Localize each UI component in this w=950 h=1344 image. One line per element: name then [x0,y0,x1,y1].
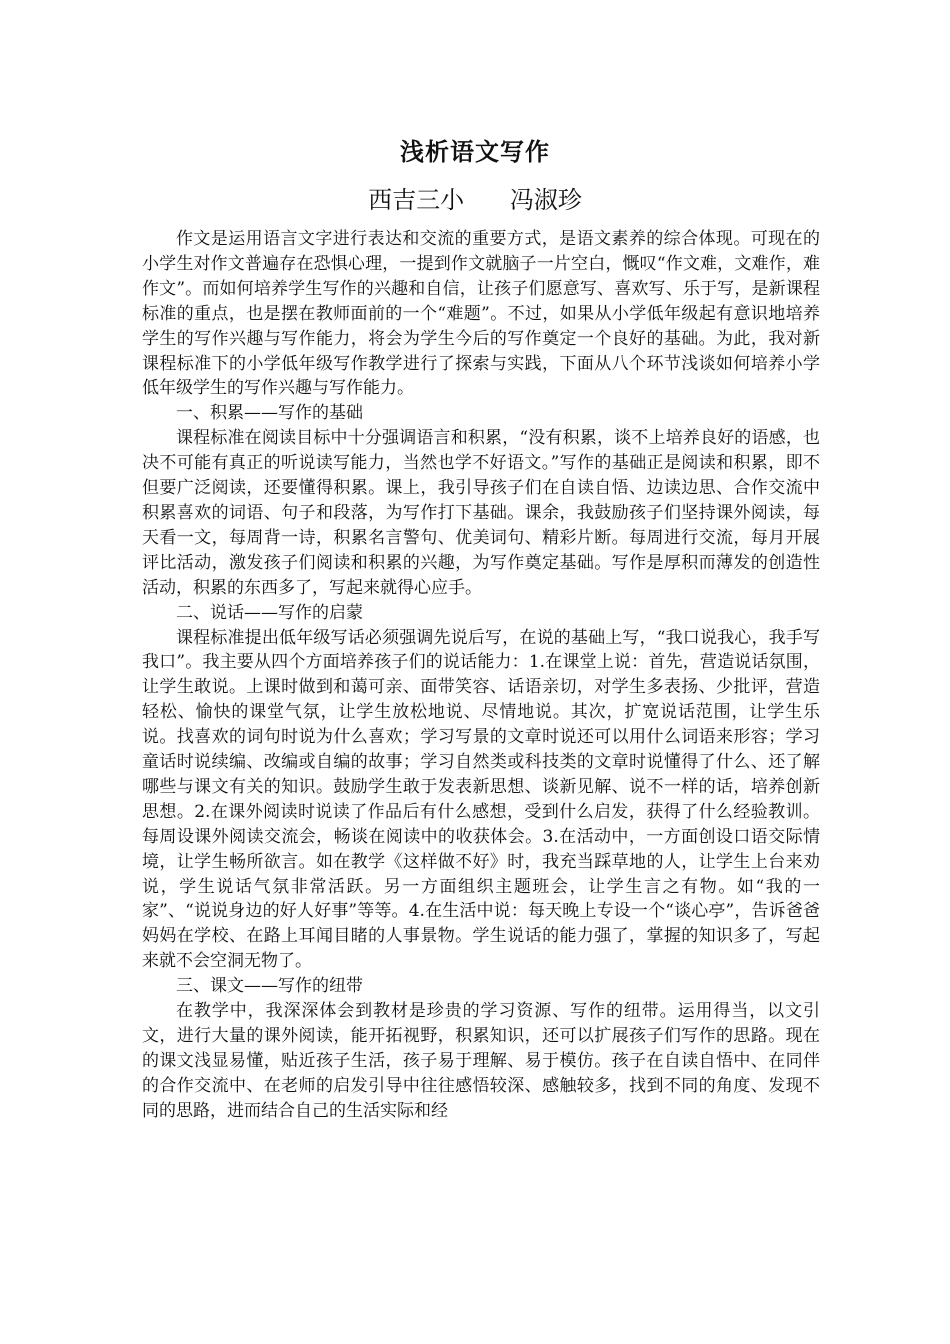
author-line: 西吉三小 冯淑珍 [368,186,582,214]
section-paragraph-3: 在教学中，我深深体会到教材是珍贵的学习资源、写作的纽带。运用得当，以文引文，进行大量的课外阅读，能开拓视野，积累知识，还可以扩展孩子们写作的思路。现在的课文浅显易懂，贴近孩子生活，孩子易于理解、易于模仿。孩子在自读自悟中、在同伴的合作交流中、在老师的启发引导中往往感悟较深、感触较多，找到不同的角度、发现不同的思路，进而结合自己的生活实际和经 [142,1001,820,1121]
document-title: 浅析语文写作 [400,137,550,166]
section-paragraph-1: 课程标准在阅读目标中十分强调语言和积累，“没有积累，谈不上培养良好的语感，也决不可能有真正的听说读写能力，当然也学不好语文。”写作的基础正是阅读和积累，即不但要广泛阅读，还要懂得积累。课上，我引导孩子们在自读自悟、边读边思、合作交流中积累喜欢的词语、句子和段落，为写作打下基础。课余，我鼓励孩子们坚持课外阅读，每天看一文，每周背一诗，积累名言警句、优美词句、精彩片断。每周进行交流，每月开展评比活动，激发孩子们阅读和积累的兴趣，为写作奠定基础。写作是厚积而薄发的创造性活动，积累的东西多了，写起来就得心应手。 [142,428,820,598]
section-heading-1: 一、积累——写作的基础 [176,403,363,424]
section-paragraph-2: 课程标准提出低年级写话必须强调先说后写，在说的基础上写，“我口说我心，我手写我口”。我主要从四个方面培养孩子们的说话能力：1.在课堂上说：首先，营造说话氛围，让学生敢说。上课时做到和蔼可亲、面带笑容、话语亲切，对学生多表扬、少批评，营造轻松、愉快的课堂气氛，让学生放松地说、尽情地说。其次，扩宽说话范围，让学生乐说。找喜欢的词句时说为什么喜欢；学习写景的文章时说还可以用什么词语来形容；学习童话时说续编、改编或自编的故事；学习自然类或科技类的文章时说懂得了什么、还了解哪些与课文有关的知识。鼓励学生敢于发表新思想、谈新见解、说不一样的话，培养创新思想。2.在课外阅读时说读了作品后有什么感想，受到什么启发，获得了什么经验教训。每周设课外阅读交流会，畅谈在阅读中的收获体会。3.在活动中，一方面创设口语交际情境，让学生畅所欲言。如在教学《这样做不好》时，我充当踩草地的人，让学生上台来劝说，学生说话气氛非常活跃。另一方面组织主题班会，让学生言之有物。如“我的一家”、“说说身边的好人好事”等等。4.在生活中说：每天晚上专设一个“谈心亭”，告诉爸爸妈妈在学校、在路上耳闻目睹的人事景物。学生说话的能力强了，掌握的知识多了，写起来就不会空洞无物了。 [142,627,820,972]
section-heading-2: 二、说话——写作的启蒙 [176,602,363,623]
document-body [142,227,820,1124]
section-heading-3: 三、课文——写作的纽带 [176,976,363,997]
intro-paragraph: 作文是运用语言文字进行表达和交流的重要方式，是语文素养的综合体现。可现在的小学生对作文普遍存在恐惧心理，一提到作文就脑子一片空白，慨叹“作文难，文难作，难作文”。而如何培养学生写作的兴趣和自信，让孩子们愿意写、喜欢写、乐于写，是新课程标准的重点，也是摆在教师面前的一个“难题”。不过，如果从小学低年级起有意识地培养学生的写作兴趣与写作能力，将会为学生今后的写作奠定一个良好的基础。为此，我对新课程标准下的小学低年级写作教学进行了探索与实践，下面从八个环节浅谈如何培养小学低年级学生的写作兴趣与写作能力。 [142,229,820,399]
